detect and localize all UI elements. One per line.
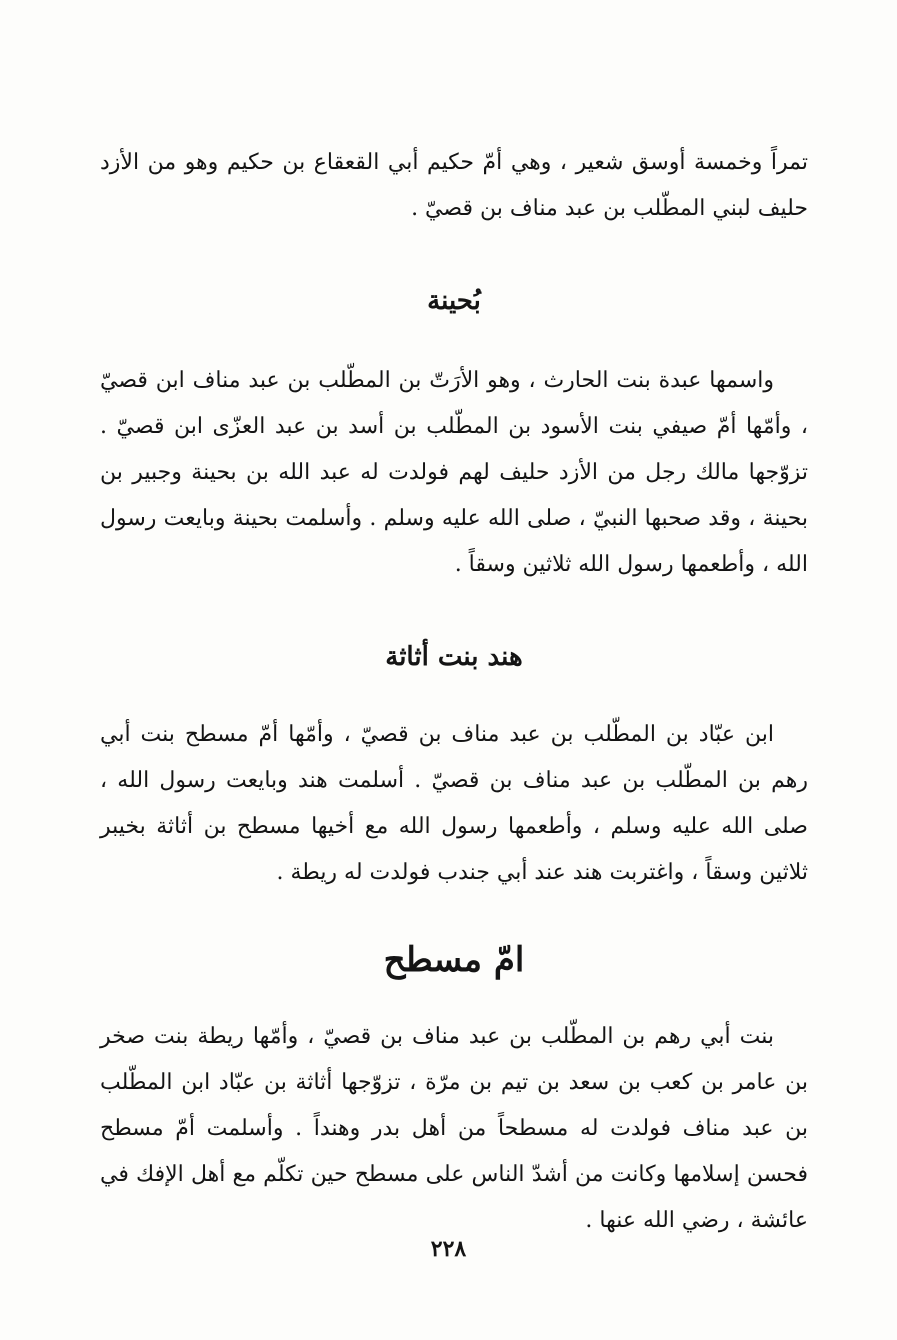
opening-paragraph: تمراً وخمسة أوسق شعير ، وهي أمّ حكيم أبي القعقاع بن حكيم وهو من الأزد حليف لبني المطّلب بن عبد مناف بن قصيّ . (100, 150, 808, 221)
section-heading-buhayna: بُحينة (427, 286, 481, 316)
page-content (100, 140, 808, 1244)
section-text-hind: ابن عبّاد بن المطّلب بن عبد مناف بن قصيّ ، وأمّها أمّ مسطح بنت أبي رهم بن المطّلب بن عبد مناف بن قصيّ . أسلمت هند وبايعت رسول الله ، صلى الله عليه وسلم ، وأطعمها رسول الله مع أخيها مسطح بن أثاثة بخيبر ثلاثين وسقاً ، واغتربت هند عند أبي جندب فولدت له ريطة . (100, 722, 808, 885)
section-text-umm-mistah: بنت أبي رهم بن المطّلب بن عبد مناف بن قصيّ ، وأمّها ريطة بنت صخر بن عامر بن كعب بن سعد بن تيم بن مرّة ، تزوّجها أثاثة بن عبّاد ابن المطّلب بن عبد مناف فولدت له مسطحاً من أهل بدر وهنداً . وأسلمت أمّ مسطح فحسن إسلامها وكانت من أشدّ الناس على مسطح حين تكلّم مع أهل الإفك في عائشة ، رضي الله عنها . (100, 1024, 808, 1233)
section-heading-umm-mistah: امّ مسطح (383, 940, 525, 980)
page-number: ٢٢٨ (430, 1236, 467, 1262)
section-heading-hind: هند بنت أثاثة (385, 642, 523, 672)
section-text-buhayna: واسمها عبدة بنت الحارث ، وهو الأرَتّ بن المطّلب بن عبد مناف ابن قصيّ ، وأمّها أمّ صيفي بنت الأسود بن المطّلب بن أسد بن عبد العزّى ابن قصيّ . تزوّجها مالك رجل من الأزد حليف لهم فولدت له عبد الله بن بحينة وجبير بن بحينة ، وقد صحبها النبيّ ، صلى الله عليه وسلم . وأسلمت بحينة وبايعت رسول الله ، وأطعمها رسول الله ثلاثين وسقاً . (100, 368, 808, 577)
